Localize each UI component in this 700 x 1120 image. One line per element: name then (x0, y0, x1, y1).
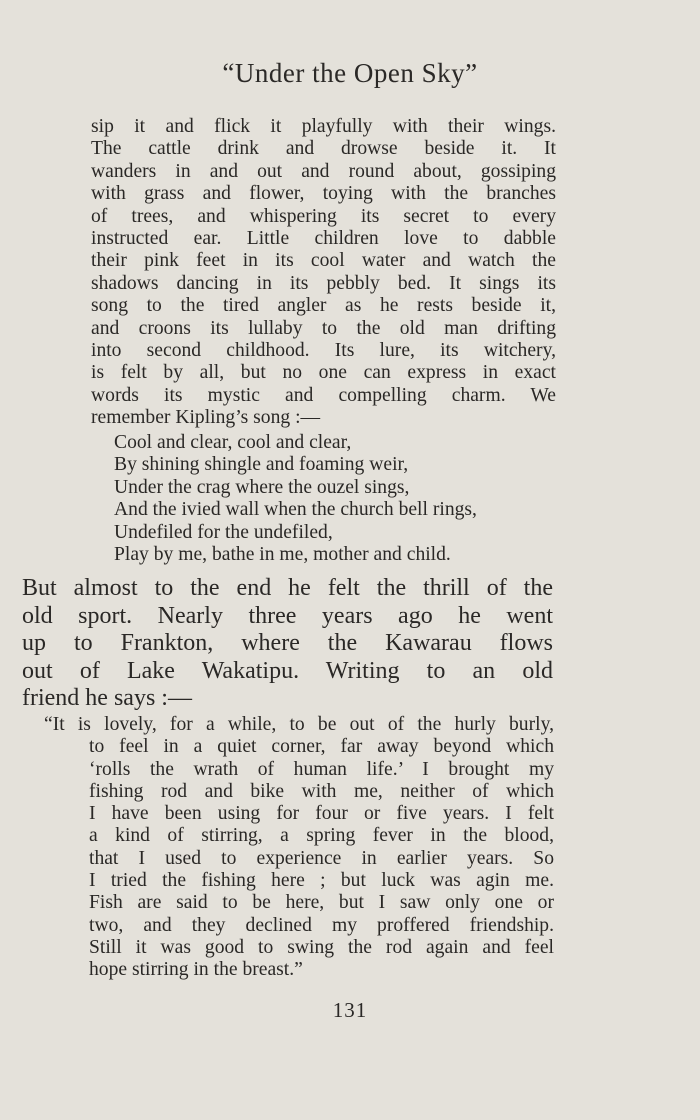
verse-line: Cool and clear, cool and clear, (114, 432, 352, 453)
letter-quotation (44, 714, 554, 982)
text-line: old sport. Nearly three years ago he went (22, 602, 553, 629)
text-line: up to Frankton, where the Kawarau flows (22, 630, 553, 656)
text-line: shadows dancing in its pebbly bed. It sings its (91, 272, 556, 294)
text-line: Fish are said to be here, but I saw only one or (89, 892, 554, 914)
text-line: two, and they declined my proffered friendship. (89, 914, 554, 936)
text-line: wanders in and out and round about, gossiping (91, 160, 556, 182)
kipling-verse (114, 432, 559, 566)
text-line: is felt by all, but no one can express in exact (91, 362, 556, 384)
text-line: that I used to experience in earlier years. So (89, 847, 554, 869)
text-line: “It is lovely, for a while, to be out of the hurly burly, (44, 714, 554, 735)
text-line: sip it and flick it playfully with their wings. (91, 116, 556, 137)
page-number: 131 (332, 998, 368, 1022)
verse-line: By shining shingle and foaming weir, (114, 454, 409, 476)
text-line: friend he says :— (22, 685, 192, 711)
text-line: out of Lake Wakatipu. Writing to an old (22, 657, 553, 684)
quoted-prose-paragraph (91, 116, 556, 430)
text-line: and croons its lullaby to the old man drifting (91, 317, 556, 339)
text-line: Still it was good to swing the rod again and feel (89, 936, 554, 958)
text-line: song to the tired angler as he rests beside it, (91, 295, 556, 317)
text-line: with grass and flower, toying with the branches (91, 183, 556, 205)
verse-line: Play by me, bathe in me, mother and child. (114, 544, 451, 566)
text-line: remember Kipling’s song :— (91, 407, 321, 429)
text-line: fishing rod and bike with me, neither of which (89, 780, 554, 802)
text-line: a kind of stirring, a spring fever in the blood, (89, 825, 554, 847)
body-paragraph (22, 575, 553, 713)
verse-line: Under the crag where the ouzel sings, (114, 476, 410, 498)
text-line: to feel in a quiet corner, far away beyond which (89, 736, 554, 758)
verse-line: And the ivied wall when the church bell rings, (114, 499, 477, 521)
verse-line: Undefiled for the undefiled, (114, 521, 333, 543)
running-head: “Under the Open Sky” (222, 58, 478, 88)
text-line: The cattle drink and drowse beside it. It (91, 138, 556, 160)
text-line: their pink feet in its cool water and watch the (91, 250, 556, 272)
text-line: hope stirring in the breast.” (89, 959, 303, 981)
text-line: instructed ear. Little children love to dabble (91, 228, 556, 250)
text-line: ‘rolls the wrath of human life.’ I brought my (89, 758, 554, 780)
text-line: I have been using for four or five years. I felt (89, 803, 554, 825)
text-line: But almost to the end he felt the thrill of the (22, 575, 553, 601)
text-line: words its mystic and compelling charm. We (91, 384, 556, 406)
text-line: of trees, and whispering its secret to every (91, 205, 556, 227)
text-line: I tried the fishing here ; but luck was agin me. (89, 870, 554, 892)
text-line: into second childhood. Its lure, its witchery, (91, 340, 556, 362)
